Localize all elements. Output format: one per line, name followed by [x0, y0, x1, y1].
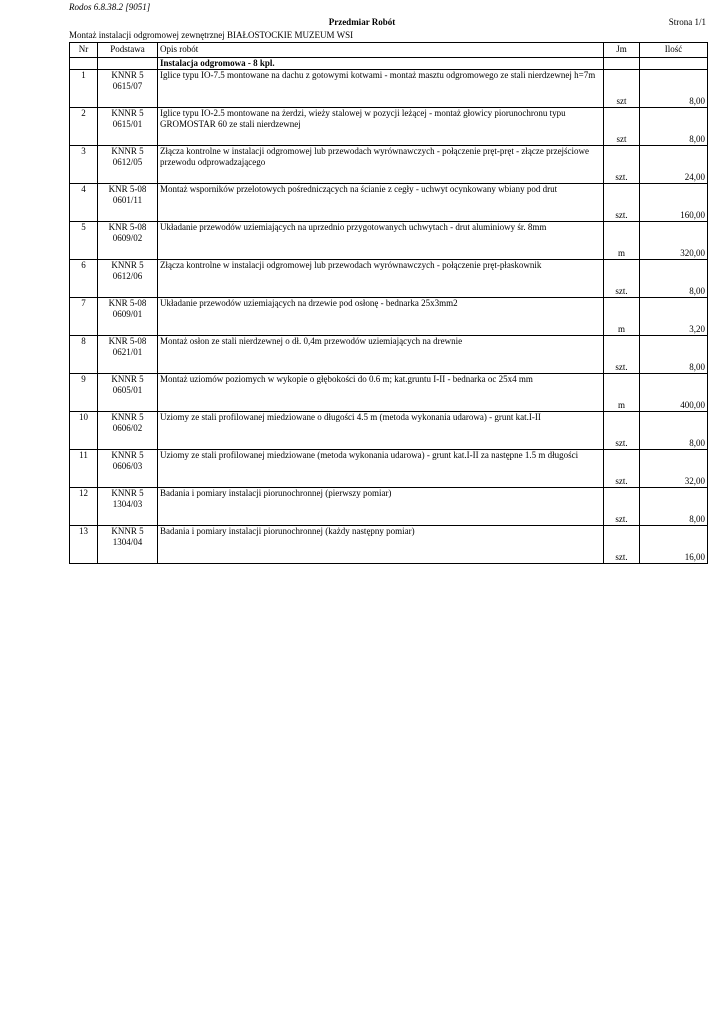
podstawa-catalog: KNR 5-08	[108, 184, 147, 194]
podstawa-catalog: KNNR 5	[111, 108, 144, 118]
col-header-jm: Jm	[604, 43, 640, 58]
cell-podstawa	[98, 108, 158, 146]
cell-nr: 10	[70, 412, 98, 450]
cell-opis: Złącza kontrolne w instalacji odgromowej lub przewodach wyrównawczych - połączenie pręt-płaskownik	[158, 260, 604, 298]
program-version: Rodos 6.8.38.2 [9051]	[69, 2, 151, 12]
cell-podstawa	[98, 184, 158, 222]
podstawa-catalog: KNNR 5	[111, 412, 144, 422]
cell-podstawa	[98, 526, 158, 564]
cell-ilosc: 400,00	[640, 374, 708, 412]
cell-opis: Uziomy ze stali profilowanej miedziowane (metoda wykonania udarowa) - grunt kat.I-II za następne 1.5 m długości	[158, 450, 604, 488]
cell-podstawa	[98, 298, 158, 336]
col-header-nr: Nr	[70, 43, 98, 58]
col-header-ilosc: Ilość	[640, 43, 708, 58]
cell-jm: szt	[604, 108, 640, 146]
cell-opis: Badania i pomiary instalacji piorunochronnej (każdy następny pomiar)	[158, 526, 604, 564]
table-row	[70, 412, 708, 450]
table-row	[70, 336, 708, 374]
table-row	[70, 222, 708, 260]
cell-nr: 2	[70, 108, 98, 146]
podstawa-catalog: KNNR 5	[111, 260, 144, 270]
cell-jm: szt	[604, 70, 640, 108]
podstawa-position: 1304/04	[112, 537, 143, 547]
cell-podstawa	[98, 336, 158, 374]
cell-ilosc: 8,00	[640, 260, 708, 298]
cell-jm: szt.	[604, 412, 640, 450]
cell-jm: szt.	[604, 260, 640, 298]
cell-ilosc: 8,00	[640, 488, 708, 526]
cell-podstawa	[98, 450, 158, 488]
cell-jm: szt.	[604, 184, 640, 222]
col-header-opis: Opis robót	[158, 43, 604, 58]
cell-nr: 7	[70, 298, 98, 336]
podstawa-position: 0601/11	[112, 195, 143, 205]
table-row	[70, 488, 708, 526]
table-row	[70, 70, 708, 108]
cell-opis: Iglice typu IO-7.5 montowane na dachu z gotowymi kotwami - montaż masztu odgromowego ze stali nierdzewnej h=7m	[158, 70, 604, 108]
table-header-row	[70, 43, 708, 58]
podstawa-position: 0605/01	[112, 385, 143, 395]
cell-ilosc: 320,00	[640, 222, 708, 260]
podstawa-catalog: KNNR 5	[111, 146, 144, 156]
cell-jm: m	[604, 298, 640, 336]
cell-podstawa	[98, 222, 158, 260]
cell-opis: Układanie przewodów uziemiających na drzewie pod osłonę - bednarka 25x3mm2	[158, 298, 604, 336]
cell-nr: 1	[70, 70, 98, 108]
cell-jm: szt.	[604, 488, 640, 526]
cell-nr: 11	[70, 450, 98, 488]
table-row	[70, 260, 708, 298]
podstawa-position: 0606/02	[112, 423, 143, 433]
podstawa-catalog: KNNR 5	[111, 526, 144, 536]
section-row	[70, 58, 708, 70]
cell-jm: szt.	[604, 146, 640, 184]
cell-ilosc: 32,00	[640, 450, 708, 488]
cell-nr: 13	[70, 526, 98, 564]
podstawa-position: 0609/02	[112, 233, 143, 243]
cell-podstawa	[98, 488, 158, 526]
przedmiar-table	[69, 42, 708, 564]
cell-opis: Montaż uziomów poziomych w wykopie o głębokości do 0.6 m; kat.gruntu I-II - bednarka oc 25x4 mm	[158, 374, 604, 412]
cell-opis: Uziomy ze stali profilowanej miedziowane o długości 4.5 m (metoda wykonania udarowa) - grunt kat.I-II	[158, 412, 604, 450]
podstawa-position: 1304/03	[112, 499, 143, 509]
podstawa-catalog: KNNR 5	[111, 374, 144, 384]
cell-opis: Iglice typu IO-2.5 montowane na żerdzi, wieży stalowej w pozycji leżącej - montaż głowicy piorunochronu typu GROMOSTAR 60 ze stali nierdzewnej	[158, 108, 604, 146]
table-row	[70, 526, 708, 564]
cell-nr: 9	[70, 374, 98, 412]
cell-opis: Badania i pomiary instalacji piorunochronnej (pierwszy pomiar)	[158, 488, 604, 526]
table-row	[70, 374, 708, 412]
cell-jm: szt.	[604, 336, 640, 374]
cell-ilosc: 16,00	[640, 526, 708, 564]
cell-podstawa	[98, 260, 158, 298]
cell-ilosc: 3,20	[640, 298, 708, 336]
cell-podstawa	[98, 412, 158, 450]
cell-jm: szt.	[604, 450, 640, 488]
table-row	[70, 298, 708, 336]
table-row	[70, 450, 708, 488]
cell-jm: m	[604, 374, 640, 412]
cell-ilosc: 8,00	[640, 336, 708, 374]
page-number: Strona 1/1	[668, 17, 706, 27]
cell-ilosc: 8,00	[640, 412, 708, 450]
cell-podstawa	[98, 374, 158, 412]
cell-nr: 8	[70, 336, 98, 374]
podstawa-position: 0609/01	[112, 309, 143, 319]
cell-nr: 6	[70, 260, 98, 298]
document-title: Przedmiar Robót	[328, 17, 396, 27]
cell-nr: 3	[70, 146, 98, 184]
cell-opis: Układanie przewodów uziemiających na uprzednio przygotowanych uchwytach - drut aluminiowy śr. 8mm	[158, 222, 604, 260]
cell-ilosc: 160,00	[640, 184, 708, 222]
podstawa-position: 0606/03	[112, 461, 143, 471]
cell-jm: szt.	[604, 526, 640, 564]
podstawa-position: 0612/06	[112, 271, 143, 281]
podstawa-position: 0615/07	[112, 81, 143, 91]
cell-nr: 4	[70, 184, 98, 222]
cell-nr: 5	[70, 222, 98, 260]
cell-podstawa	[98, 70, 158, 108]
col-header-podstawa: Podstawa	[98, 43, 158, 58]
cell-nr: 12	[70, 488, 98, 526]
cell-ilosc: 24,00	[640, 146, 708, 184]
podstawa-catalog: KNR 5-08	[108, 222, 147, 232]
podstawa-catalog: KNNR 5	[111, 70, 144, 80]
cell-opis: Montaż wsporników przelotowych pośredniczących na ścianie z cegły - uchwyt ocynkowany wbiany pod drut	[158, 184, 604, 222]
document-subtitle: Montaż instalacji odgromowej zewnętrznej BIAŁOSTOCKIE MUZEUM WSI	[69, 30, 354, 40]
table-row	[70, 146, 708, 184]
cell-jm: m	[604, 222, 640, 260]
cell-ilosc: 8,00	[640, 70, 708, 108]
podstawa-position: 0621/01	[112, 347, 143, 357]
podstawa-position: 0612/05	[112, 157, 143, 167]
podstawa-catalog: KNNR 5	[111, 450, 144, 460]
podstawa-position: 0615/01	[112, 119, 143, 129]
podstawa-catalog: KNNR 5	[111, 488, 144, 498]
cell-opis: Montaż osłon ze stali nierdzewnej o dł. 0,4m przewodów uziemiających na drewnie	[158, 336, 604, 374]
cell-podstawa	[98, 146, 158, 184]
podstawa-catalog: KNR 5-08	[108, 298, 147, 308]
table-row	[70, 108, 708, 146]
cell-ilosc: 8,00	[640, 108, 708, 146]
section-title: Instalacja odgromowa - 8 kpl.	[158, 58, 604, 70]
cell-opis: Złącza kontrolne w instalacji odgromowej lub przewodach wyrównawczych - połączenie pręt-pręt - złącze przejściowe przewodu odprowadzającego	[158, 146, 604, 184]
table-row	[70, 184, 708, 222]
podstawa-catalog: KNR 5-08	[108, 336, 147, 346]
